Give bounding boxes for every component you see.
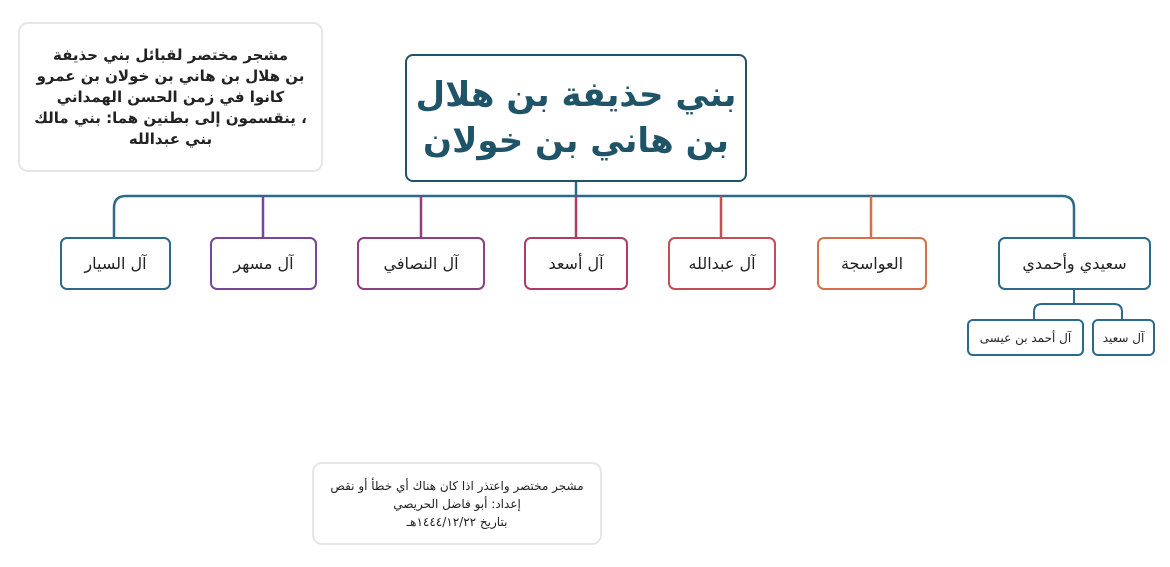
info-line: كانوا في زمن الحسن الهمداني bbox=[56, 87, 285, 106]
sub-branch-label: آل أحمد بن عيسى bbox=[979, 330, 1072, 345]
root-line1: بني حذيفة بن هلال bbox=[415, 75, 737, 115]
connector-left-rail bbox=[114, 196, 576, 237]
footer-note bbox=[312, 462, 602, 545]
branch-saeedi-ahmadi[interactable] bbox=[998, 237, 1151, 290]
branch-awasja[interactable] bbox=[817, 237, 927, 290]
sub-branch-al-ahmad-bin-eisa[interactable] bbox=[967, 319, 1084, 356]
branch-label: آل عبدالله bbox=[688, 254, 756, 273]
footer-line: بتاريخ ١٤٤٤/١٢/٢٢هـ bbox=[406, 514, 508, 529]
branch-label: آل النصافي bbox=[383, 254, 459, 273]
branch-al-nasafi[interactable] bbox=[357, 237, 485, 290]
footer-line: مشجر مختصر واعتذر اذا كان هناك أي خطأ أو نقص bbox=[330, 478, 584, 493]
sub-branch-al-saeed[interactable] bbox=[1092, 319, 1155, 356]
branch-label: آل مسهر bbox=[233, 254, 294, 273]
root-line2: بن هاني بن خولان bbox=[423, 121, 729, 161]
root-node[interactable] bbox=[405, 54, 747, 182]
info-line: بن هلال بن هاني بن خولان بن عمرو bbox=[36, 66, 305, 85]
connector-right-rail bbox=[576, 196, 1074, 237]
info-line: بني عبدالله bbox=[128, 129, 213, 148]
footer-line: إعداد: أبو فاضل الحريصي bbox=[393, 496, 521, 511]
branch-al-sayyar[interactable] bbox=[60, 237, 171, 290]
branch-label: آل أسعد bbox=[548, 254, 604, 273]
branch-label: آل السيار bbox=[84, 254, 147, 273]
branch-al-asaad[interactable] bbox=[524, 237, 628, 290]
info-line: ، ينقسمون إلى بطنين هما: بني مالك bbox=[34, 108, 307, 127]
info-note bbox=[18, 22, 323, 172]
branch-al-abdullah[interactable] bbox=[668, 237, 776, 290]
info-line: مشجر مختصر لقبائل بني حذيفة bbox=[52, 45, 289, 64]
branch-label: سعيدي وأحمدي bbox=[1022, 254, 1127, 273]
sub-branch-label: آل سعيد bbox=[1102, 330, 1145, 345]
branch-label: العواسجة bbox=[840, 254, 904, 273]
connector-sub-rail bbox=[1034, 304, 1122, 319]
branch-al-musahar[interactable] bbox=[210, 237, 317, 290]
